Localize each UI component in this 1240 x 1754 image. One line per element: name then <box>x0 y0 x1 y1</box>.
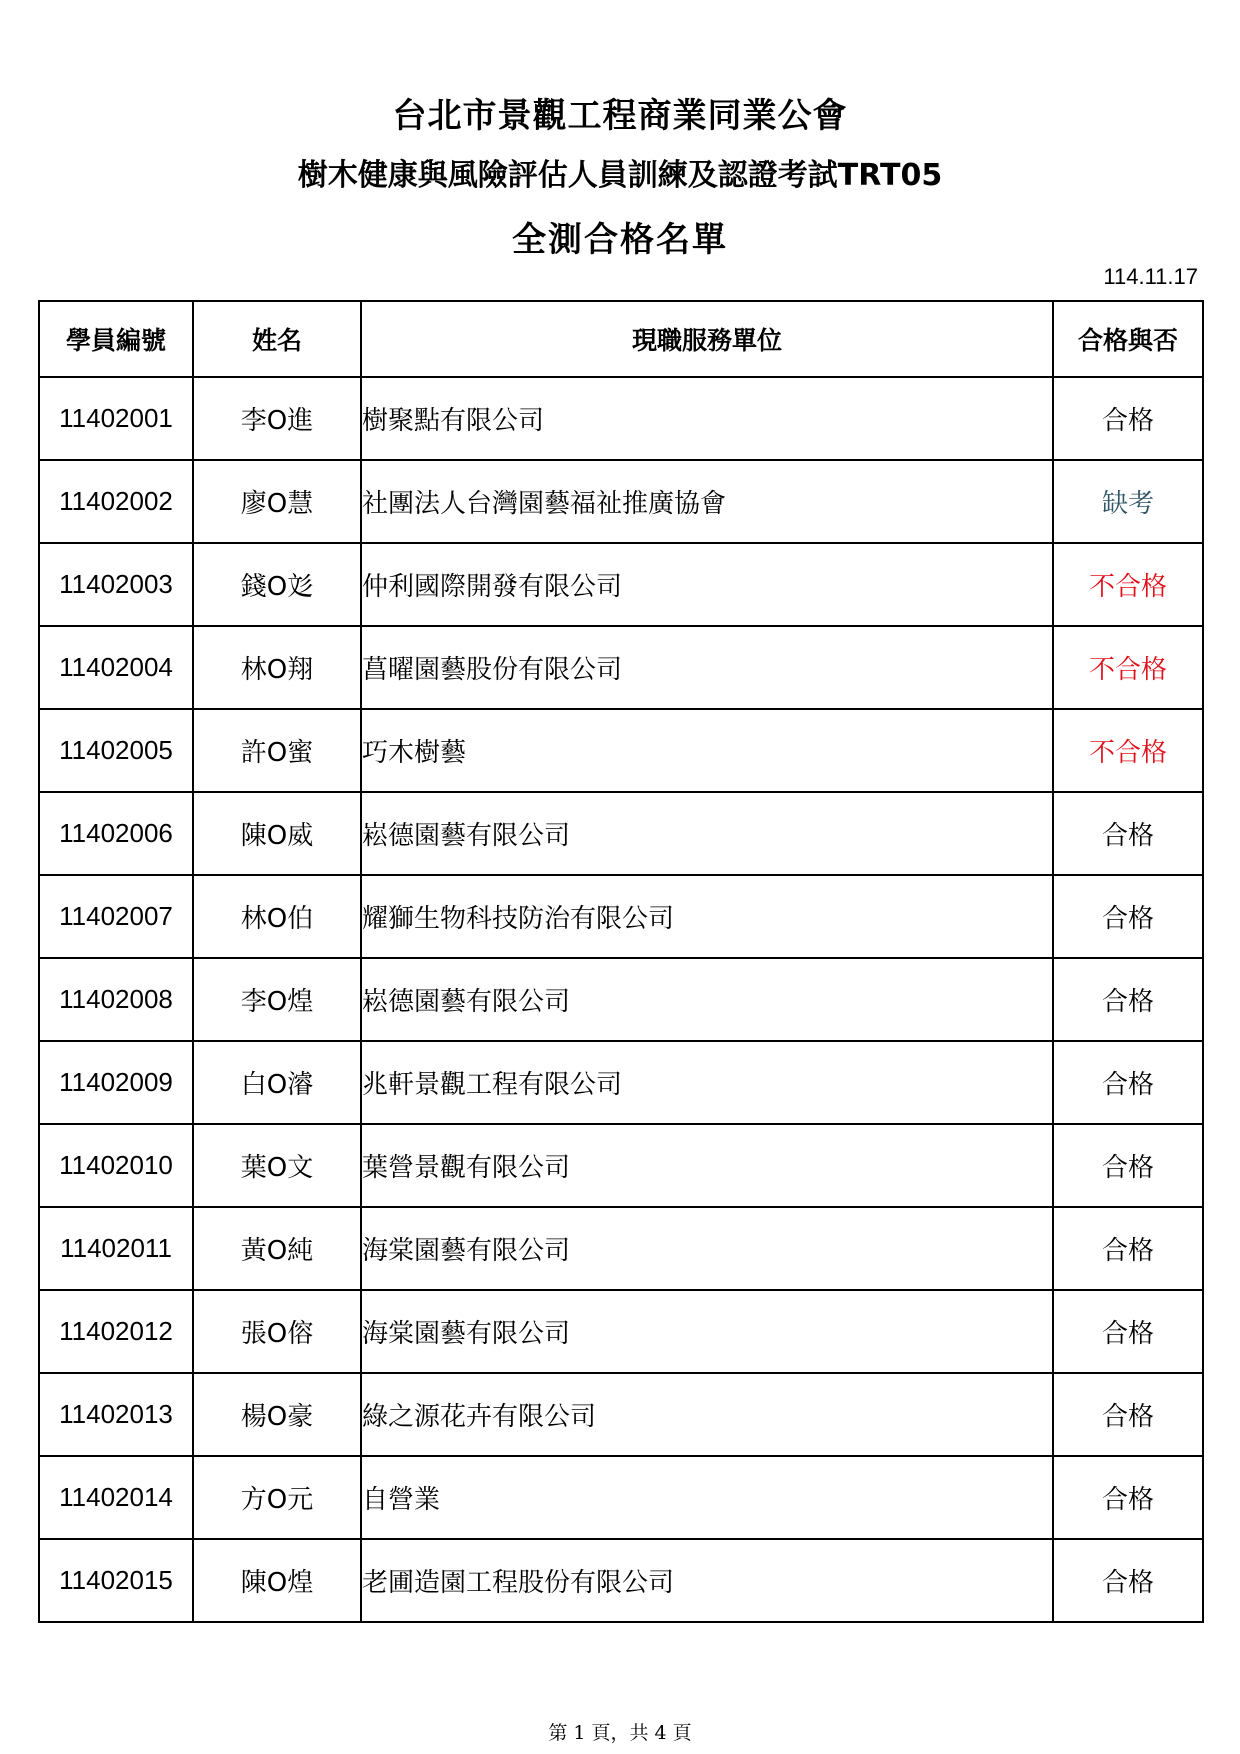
table-row <box>39 1456 1203 1539</box>
student-id-cell: 11402006 <box>39 792 193 875</box>
employer-cell: 崧德園藝有限公司 <box>361 792 1053 875</box>
student-id-cell: 11402009 <box>39 1041 193 1124</box>
student-name-cell: 李O煌 <box>193 958 361 1041</box>
column-header-employer: 現職服務單位 <box>361 301 1053 377</box>
table-body <box>39 377 1203 1622</box>
employer-cell: 崧德園藝有限公司 <box>361 958 1053 1041</box>
table-row <box>39 1207 1203 1290</box>
table-row <box>39 377 1203 460</box>
student-name-cell: 陳O威 <box>193 792 361 875</box>
student-id-cell: 11402003 <box>39 543 193 626</box>
result-cell: 合格 <box>1053 1207 1203 1290</box>
employer-cell: 兆軒景觀工程有限公司 <box>361 1041 1053 1124</box>
table-row <box>39 543 1203 626</box>
student-id-cell: 11402007 <box>39 875 193 958</box>
result-cell: 合格 <box>1053 1456 1203 1539</box>
table-row <box>39 460 1203 543</box>
student-id-cell: 11402005 <box>39 709 193 792</box>
course-title: 樹木健康與風險評估人員訓練及認證考試TRT05 <box>297 158 943 193</box>
table-row <box>39 1539 1203 1622</box>
student-id-cell: 11402010 <box>39 1124 193 1207</box>
result-cell: 合格 <box>1053 1124 1203 1207</box>
table-row <box>39 626 1203 709</box>
result-cell: 合格 <box>1053 1373 1203 1456</box>
results-table <box>38 300 1204 1623</box>
student-id-cell: 11402013 <box>39 1373 193 1456</box>
student-name-cell: 廖O慧 <box>193 460 361 543</box>
page-number: 第 1 頁，共 4 頁 <box>548 1722 692 1744</box>
column-header-result: 合格與否 <box>1053 301 1203 377</box>
employer-cell: 巧木樹藝 <box>361 709 1053 792</box>
student-id-cell: 11402015 <box>39 1539 193 1622</box>
document-date: 114.11.17 <box>1103 264 1198 289</box>
table-row <box>39 1124 1203 1207</box>
student-name-cell: 李O進 <box>193 377 361 460</box>
employer-cell: 菖曜園藝股份有限公司 <box>361 626 1053 709</box>
result-cell: 合格 <box>1053 1041 1203 1124</box>
result-cell: 缺考 <box>1053 460 1203 543</box>
table-row <box>39 1290 1203 1373</box>
employer-cell: 自營業 <box>361 1456 1053 1539</box>
result-cell: 合格 <box>1053 792 1203 875</box>
employer-cell: 樹聚點有限公司 <box>361 377 1053 460</box>
employer-cell: 海棠園藝有限公司 <box>361 1290 1053 1373</box>
result-cell: 不合格 <box>1053 626 1203 709</box>
student-id-cell: 11402014 <box>39 1456 193 1539</box>
org-title: 台北市景觀工程商業同業公會 <box>392 96 848 136</box>
column-header-student-id: 學員編號 <box>39 301 193 377</box>
student-id-cell: 11402011 <box>39 1207 193 1290</box>
table-row <box>39 792 1203 875</box>
header-row <box>39 301 1203 377</box>
student-name-cell: 方O元 <box>193 1456 361 1539</box>
student-name-cell: 白O濬 <box>193 1041 361 1124</box>
student-name-cell: 張O傛 <box>193 1290 361 1373</box>
employer-cell: 綠之源花卉有限公司 <box>361 1373 1053 1456</box>
employer-cell: 仲利國際開發有限公司 <box>361 543 1053 626</box>
employer-cell: 社團法人台灣園藝福祉推廣協會 <box>361 460 1053 543</box>
result-cell: 不合格 <box>1053 543 1203 626</box>
result-cell: 合格 <box>1053 875 1203 958</box>
employer-cell: 耀獅生物科技防治有限公司 <box>361 875 1053 958</box>
student-name-cell: 陳O煌 <box>193 1539 361 1622</box>
employer-cell: 老圃造園工程股份有限公司 <box>361 1539 1053 1622</box>
student-id-cell: 11402004 <box>39 626 193 709</box>
table-row <box>39 1373 1203 1456</box>
table-row <box>39 958 1203 1041</box>
student-id-cell: 11402001 <box>39 377 193 460</box>
result-cell: 合格 <box>1053 1539 1203 1622</box>
student-id-cell: 11402012 <box>39 1290 193 1373</box>
student-name-cell: 楊O豪 <box>193 1373 361 1456</box>
student-id-cell: 11402008 <box>39 958 193 1041</box>
list-title: 全測合格名單 <box>512 220 728 260</box>
student-name-cell: 黃O純 <box>193 1207 361 1290</box>
student-name-cell: 林O伯 <box>193 875 361 958</box>
student-id-cell: 11402002 <box>39 460 193 543</box>
student-name-cell: 葉O文 <box>193 1124 361 1207</box>
student-name-cell: 許O蜜 <box>193 709 361 792</box>
student-name-cell: 錢O彣 <box>193 543 361 626</box>
employer-cell: 海棠園藝有限公司 <box>361 1207 1053 1290</box>
result-cell: 合格 <box>1053 958 1203 1041</box>
result-cell: 合格 <box>1053 377 1203 460</box>
table-row <box>39 1041 1203 1124</box>
student-name-cell: 林O翔 <box>193 626 361 709</box>
result-cell: 合格 <box>1053 1290 1203 1373</box>
table-row <box>39 709 1203 792</box>
result-cell: 不合格 <box>1053 709 1203 792</box>
employer-cell: 葉營景觀有限公司 <box>361 1124 1053 1207</box>
column-header-name: 姓名 <box>193 301 361 377</box>
table-row <box>39 875 1203 958</box>
table-header <box>39 301 1203 377</box>
